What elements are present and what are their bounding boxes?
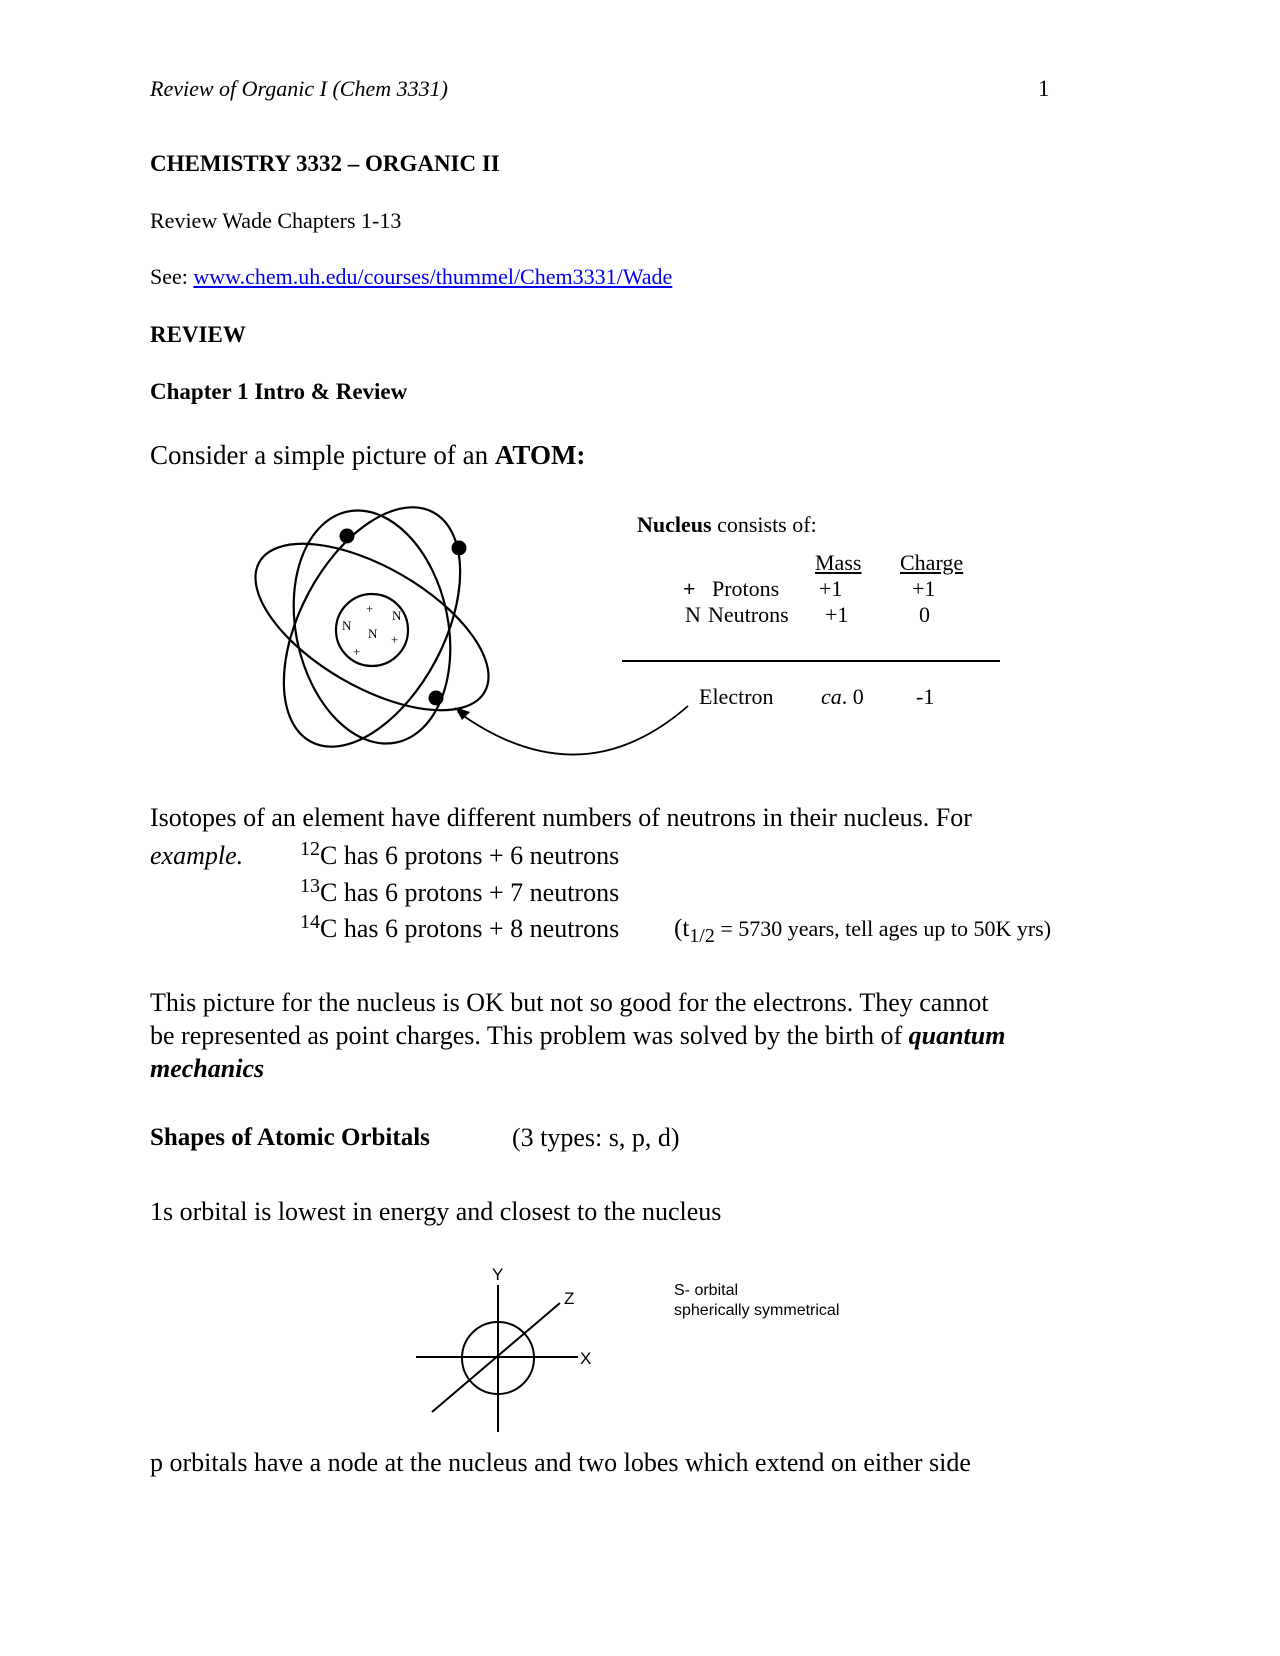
col-header-mass: Mass	[815, 550, 862, 575]
orbitals-types: (3 types: s, p, d)	[512, 1123, 680, 1152]
col-header-charge: Charge	[900, 550, 964, 575]
isotope-c14	[300, 911, 620, 944]
one-s-line: 1s orbital is lowest in energy and closest to the nucleus	[150, 1197, 722, 1226]
row-protons-charge: +1	[912, 576, 936, 601]
isotope-c12	[300, 838, 620, 871]
half-life-rest: = 5730 years, tell ages up to 50K yrs)	[714, 916, 1052, 941]
atom-intro-text: Consider a simple picture of an	[150, 440, 495, 470]
row-neutrons-symbol: N	[685, 602, 701, 627]
row-protons-symbol	[683, 576, 696, 602]
row-electron-charge: -1	[916, 684, 935, 709]
electron-dot-1	[340, 529, 355, 544]
isotope-c13-mass: 13	[300, 875, 320, 897]
isotope-c14-text: C has 6 protons + 8 neutrons	[320, 914, 620, 943]
isotopes-example-label	[150, 841, 243, 871]
electron-dot-3	[429, 691, 444, 706]
course-title: CHEMISTRY 3332 – ORGANIC II	[150, 151, 500, 176]
row-neutrons-mass: +1	[825, 602, 849, 627]
atom-diagram	[0, 0, 1280, 800]
atom-intro-bold: ATOM:	[494, 440, 586, 470]
course-url-link[interactable]: www.chem.uh.edu/courses/thummel/Chem3331/Wade	[193, 264, 673, 289]
isotope-c13-text: C has 6 protons + 7 neutrons	[320, 878, 620, 907]
nucleus-label-plus-3: +	[353, 644, 361, 659]
half-life-open: (t	[674, 915, 690, 942]
row-electron-name: Electron	[699, 684, 774, 709]
row-neutrons-charge: 0	[919, 602, 930, 627]
nucleus-label-n-2: N	[342, 618, 352, 633]
consists-of: consists of:	[711, 512, 817, 537]
review-heading: REVIEW	[150, 322, 246, 347]
s-orbital-label-1: S- orbital	[674, 1282, 739, 1299]
isotopes-line-1: Isotopes of an element have different numbers of neutrons in their nucleus. For	[150, 803, 972, 832]
running-header: Review of Organic I (Chem 3331)	[150, 76, 448, 101]
nucleus-label-n-1: N	[392, 608, 402, 623]
z-axis-label: Z	[564, 1289, 575, 1308]
isotope-c12-mass: 12	[300, 838, 320, 860]
electron-mass-ca: ca	[821, 684, 842, 709]
orbitals-heading: Shapes of Atomic Orbitals	[150, 1124, 430, 1151]
isotope-c12-text: C has 6 protons + 6 neutrons	[320, 841, 620, 870]
row-electron-mass	[821, 684, 864, 710]
s-orbital-label-2: spherically symmetrical	[674, 1302, 840, 1319]
protons-symbol: +	[683, 576, 696, 601]
nucleus-label-plus-1: +	[366, 601, 374, 616]
nucleus-para-line-1: This picture for the nucleus is OK but not so good for the electrons. They cannot	[150, 988, 989, 1017]
electron-mass-value: . 0	[841, 684, 864, 709]
s-orbital-diagram	[400, 1260, 900, 1440]
nucleus-para-line-3	[150, 1054, 264, 1084]
quantum-word: quantum	[908, 1021, 1006, 1050]
example-italic: example.	[150, 841, 244, 870]
y-axis-label: Y	[492, 1265, 504, 1284]
isotope-c14-mass: 14	[300, 911, 320, 933]
nucleus-label-plus-2: +	[391, 632, 399, 647]
nucleus-para-line-2	[150, 1021, 1005, 1051]
nucleus-table-title	[637, 512, 817, 538]
review-chapters-line: Review Wade Chapters 1-13	[150, 208, 402, 233]
chapter-heading: Chapter 1 Intro & Review	[150, 379, 408, 404]
mechanics-word: mechanics	[150, 1054, 265, 1083]
row-protons-mass: +1	[819, 576, 843, 601]
row-protons-name: Protons	[712, 576, 780, 601]
nucleus-para-line-2-plain: be represented as point charges. This problem was solved by the birth of	[150, 1021, 909, 1050]
half-life-note	[674, 915, 1052, 947]
nucleus-label-n-3: N	[368, 626, 378, 641]
see-label: See:	[150, 264, 194, 289]
x-axis-label: X	[580, 1349, 592, 1368]
electron-dot-2	[452, 541, 467, 556]
nucleus-word: Nucleus	[637, 512, 712, 537]
page-number: 1	[1038, 76, 1050, 101]
row-neutrons-name: Neutrons	[708, 602, 789, 627]
isotope-c13	[300, 875, 620, 908]
electron-arrow	[458, 706, 688, 755]
p-orbital-line: p orbitals have a node at the nucleus and two lobes which extend on either side	[150, 1448, 971, 1477]
half-life-sub: 1/2	[689, 925, 715, 947]
